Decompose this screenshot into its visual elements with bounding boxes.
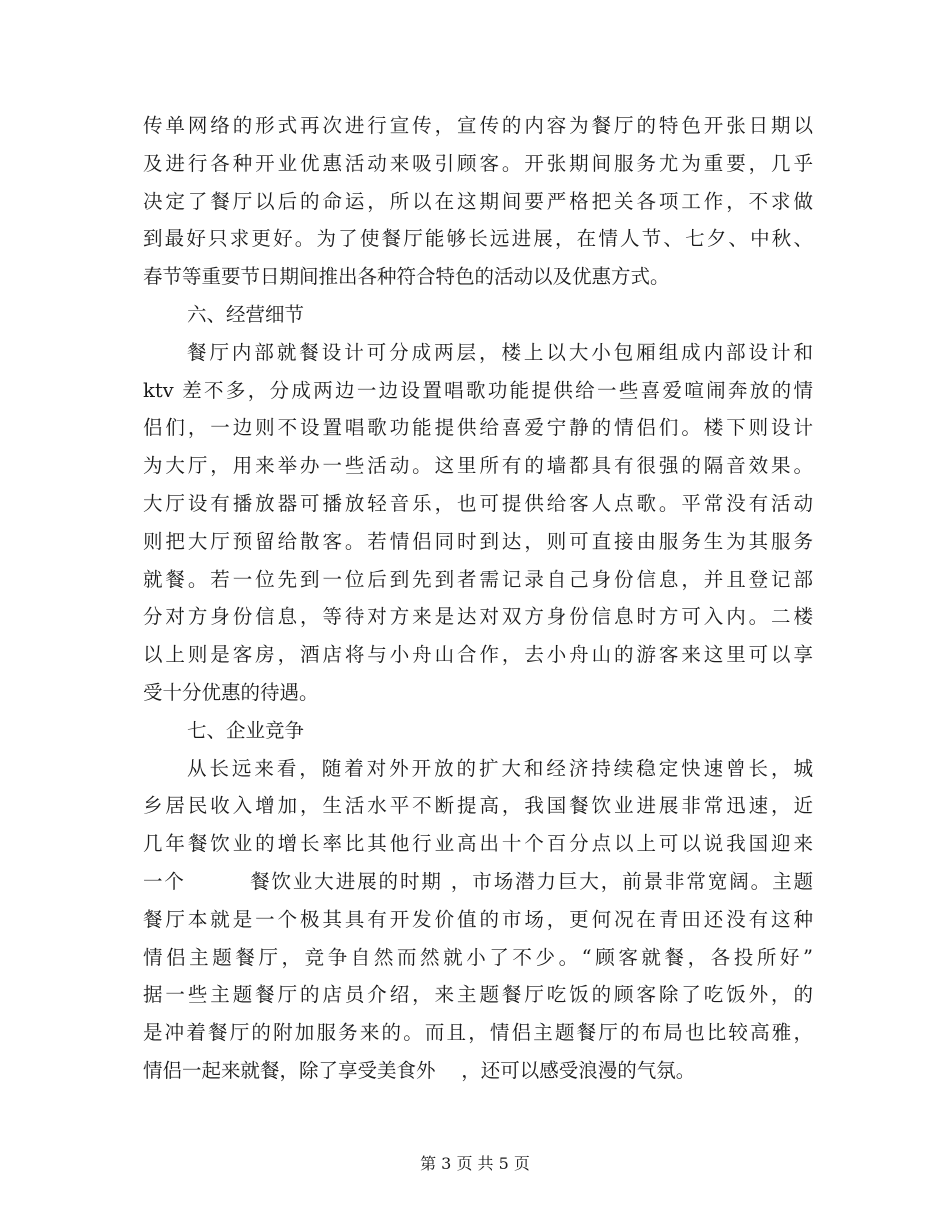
document-body	[143, 107, 813, 1090]
text-line: 大厅设有播放器可播放轻音乐，也可提供给客人点歌。平常没有活动	[143, 491, 813, 515]
text-line: 以上则是客房，酒店将与小舟山合作，去小舟山的游客来这里可以享	[143, 643, 813, 667]
text-line: 决定了餐厅以后的命运，所以在这期间要严格把关各项工作，不求做	[143, 189, 813, 213]
text-line: 据一些主题餐厅的店员介绍，来主题餐厅吃饭的顾客除了吃饭外，的	[143, 983, 813, 1007]
text-line: 情侣主题餐厅，竞争自然而然就小了不少。“顾客就餐，各投所好”	[143, 945, 813, 969]
text-line: 情侣一起来就餐，除了享受美食外 ，还可以感受浪漫的气氛。	[143, 1058, 696, 1082]
text-line: 及进行各种开业优惠活动来吸引顾客。开张期间服务尤为重要，几乎	[143, 151, 813, 175]
text-line: 餐厅内部就餐设计可分成两层，楼上以大小包厢组成内部设计和	[187, 340, 813, 364]
text-line: 乡居民收入增加，生活水平不断提高，我国餐饮业进展非常迅速，近	[143, 794, 813, 818]
text-line: 是冲着餐厅的附加服务来的。而且，情侣主题餐厅的布局也比较高雅，	[143, 1021, 813, 1045]
text-line: 从长远来看，随着对外开放的扩大和经济持续稳定快速曾长，城	[187, 756, 813, 780]
text-line: 侣们，一边则不设置唱歌功能提供给喜爱宁静的情侣们。楼下则设计	[143, 416, 813, 440]
text-line: ktv 差不多，分成两边一边设置唱歌功能提供给一些喜爱喧闹奔放的情	[143, 378, 813, 402]
text-line: 一个 餐饮业大进展的时期 ，市场潜力巨大，前景非常宽阔。主题	[143, 869, 813, 893]
text-line: 春节等重要节日期间推出各种符合特色的活动以及优惠方式。	[143, 265, 670, 289]
text-line: 到最好只求更好。为了使餐厅能够长远进展，在情人节、七夕、中秋、	[143, 227, 813, 251]
text-line: 分对方身份信息，等待对方来是达对双方身份信息时方可入内。二楼	[143, 605, 813, 629]
text-line: 传单网络的形式再次进行宣传，宣传的内容为餐厅的特色开张日期以	[143, 114, 813, 137]
text-line: 就餐。若一位先到一位后到先到者需记录自己身份信息，并且登记部	[143, 567, 813, 591]
page-footer: 第 3 页 共 5 页	[420, 1154, 530, 1173]
text-line: 六、经营细节	[187, 302, 305, 326]
text-line: 则把大厅预留给散客。若情侣同时到达，则可直接由服务生为其服务	[143, 529, 813, 553]
text-line: 几年餐饮业的增长率比其他行业高出十个百分点以上可以说我国迎来	[143, 832, 813, 856]
text-line: 餐厅本就是一个极其具有开发价值的市场，更何况在青田还没有这种	[143, 907, 813, 931]
text-line: 七、企业竞争	[187, 718, 305, 742]
text-line: 为大厅，用来举办一些活动。这里所有的墙都具有很强的隔音效果。	[143, 454, 813, 478]
text-line: 受十分优惠的待遇。	[143, 680, 319, 704]
